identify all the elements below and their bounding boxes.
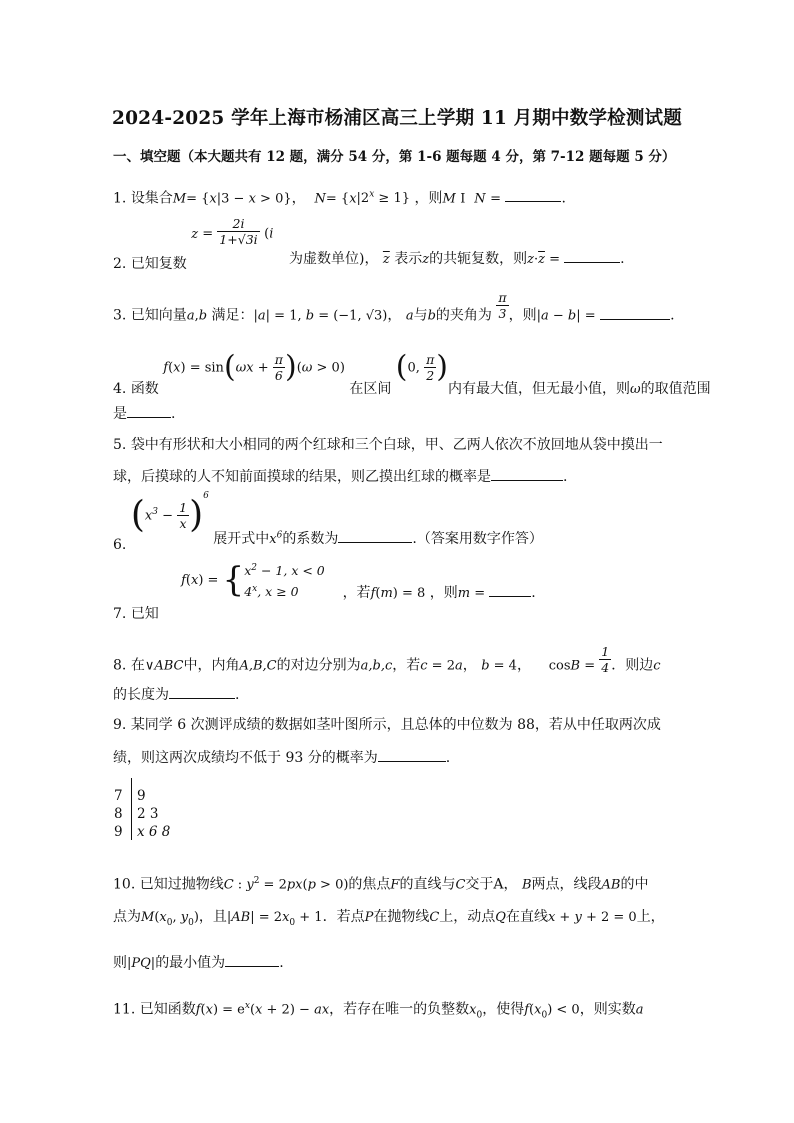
stem-row: 8 bbox=[114, 806, 123, 822]
answer-blank[interactable] bbox=[505, 187, 561, 202]
question-8: 8. 在∨ABC中，内角A,B,C的对边分别为a,b,c，若c = 2a， b = 4， cosB = $\frac{1}{4}$ ．则边c bbox=[113, 644, 661, 675]
answer-blank[interactable] bbox=[225, 952, 279, 967]
leaf-row: 9 bbox=[137, 788, 146, 804]
question-10: 10. 已知过抛物线C : $y^2 = 2px(p > 0)$的焦点F的直线与C交于A， B两点，线段AB的中 bbox=[113, 876, 649, 893]
answer-blank[interactable] bbox=[169, 684, 235, 699]
stem-row: 9 bbox=[114, 824, 123, 840]
question-8-cont: 的长度为 . bbox=[113, 684, 239, 704]
question-10-cont2: 则|PQ|的最小值为 . bbox=[113, 952, 284, 973]
question-10-cont: 点为$M(x_0$, $y_0$)，且$|AB| = 2x_0 + 1$．若点P在抛物线C上，动点Q在直线x + y + 2 = 0上， bbox=[113, 909, 665, 928]
page-title: 2024-2025 学年上海市杨浦区高三上学期 11 月期中数学检测试题 bbox=[112, 108, 682, 129]
section-heading: 一、填空题（本大题共有 12 题，满分 54 分，第 1-6 题每题 4 分，第 7-12 题每题 5 分） bbox=[113, 149, 676, 165]
question-7: 7. 已知 f(x) = { $x^2 - 1$, x < 0 4$^x$, x ≥ 0 ，若f(m) = 8 ，则m = . bbox=[113, 560, 536, 623]
formula-fraction: $\frac{2i}{1+√3i}$ bbox=[219, 216, 258, 247]
question-2: 2. 已知复数 z = $\frac{2i}{1+√3i}$ (i bbox=[113, 216, 274, 272]
question-5: 5. 袋中有形状和大小相同的两个红球和三个白球，甲、乙两人依次不放回地从袋中摸出一 bbox=[113, 437, 663, 453]
question-4: 4. 函数 f(x) = sin(ωx + $\frac{\pi}{6}$ )(ω > 0) 在区间 (0, $\frac{\pi}{2}$ )内有最大值，但无最小值，则ω的取值范围 bbox=[113, 349, 711, 397]
answer-blank[interactable] bbox=[127, 403, 171, 418]
leaf-row: 2 3 bbox=[137, 806, 159, 822]
stem-row: 7 bbox=[114, 788, 123, 804]
answer-blank[interactable] bbox=[338, 528, 412, 543]
answer-blank[interactable] bbox=[489, 582, 531, 597]
answer-blank[interactable] bbox=[600, 305, 670, 320]
question-9: 9. 某同学 6 次测评成绩的数据如茎叶图所示，且总体的中位数为 88，若从中任取两次成 bbox=[113, 717, 661, 733]
question-2-cont: 为虚数单位)， $\overline{z}$ 表示z的共轭复数，则$z\cdot\overline{z}$ = . bbox=[289, 248, 625, 269]
question-5-cont: 球，后摸球的人不知前面摸球的结果，则乙摸出红球的概率是 . bbox=[113, 466, 567, 486]
question-9-cont: 绩，则这两次成绩均不低于 93 分的概率为 . bbox=[113, 747, 450, 767]
stem-leaf-divider bbox=[131, 778, 132, 840]
question-1: 1. 设集合M= {x|3 − x > 0}， $N= \{x|2^x \ge 1\}$ ，则M I N = . bbox=[113, 186, 566, 208]
answer-blank[interactable] bbox=[564, 248, 620, 263]
leaf-row: x 6 8 bbox=[137, 824, 171, 840]
question-6: 6. ($x^3$ − $\frac{1}{x}$ )$^6$ 展开式中$x^6$的系数为 .（答案用数字作答） bbox=[113, 490, 543, 553]
question-4-cont: 是 . bbox=[113, 403, 175, 423]
question-11: 11. 已知函数$f(x) = e^x(x + 2)$ − ax，若存在唯一的负整数$x_0$，使得$f(x_0) < 0$，则实数a bbox=[113, 1001, 644, 1021]
answer-blank[interactable] bbox=[378, 747, 446, 762]
question-3: 3. 已知向量a,b 满足：|a| = 1, b = (−1, √3)， a与b的夹角为 $\frac{\pi}{3}$ ，则|a − b| = . bbox=[113, 290, 675, 324]
formula: M bbox=[172, 191, 187, 207]
answer-blank[interactable] bbox=[491, 466, 563, 481]
